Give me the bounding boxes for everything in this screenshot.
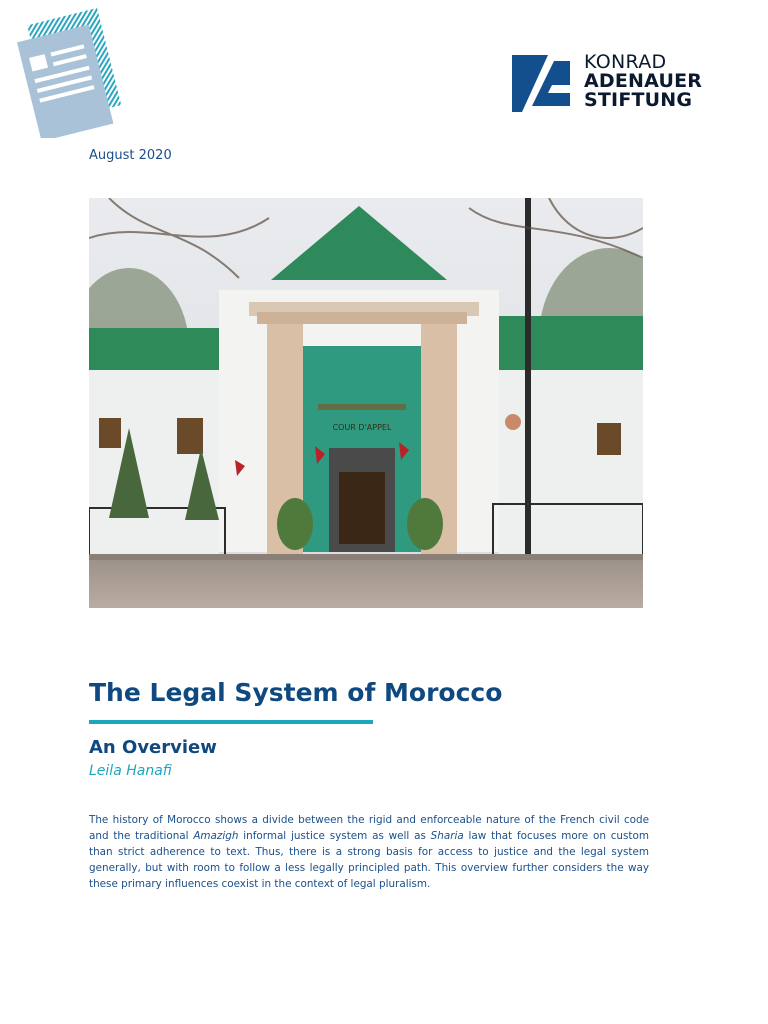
document-title: The Legal System of Morocco (89, 678, 503, 707)
abstract-emphasis-sharia: Sharia (430, 830, 464, 842)
document-icon (12, 8, 127, 138)
cover-photo (89, 198, 643, 608)
abstract-text-1: The history of Morocco shows a divide between the rigid and enforceable nature of the French civil code and the traditional (89, 814, 649, 842)
konrad-adenauer-stiftung-logo (512, 51, 712, 115)
logo-line-konrad: KONRAD (584, 51, 667, 73)
title-underline (89, 720, 373, 724)
document-subtitle: An Overview (89, 737, 217, 758)
logo-line-adenauer: ADENAUER (584, 70, 703, 92)
abstract-text-2: informal justice system as well as (238, 830, 431, 842)
logo-line-stiftung: STIFTUNG (584, 89, 693, 111)
court-inscription: COUR D'APPEL (332, 423, 392, 432)
author-name: Leila Hanafi (89, 763, 172, 779)
publication-date: August 2020 (89, 148, 172, 163)
kas-logo-mark (512, 55, 574, 112)
abstract-emphasis-amazigh: Amazigh (193, 830, 239, 842)
abstract-text-3: law that focuses more on custom than strict adherence to text. Thus, there is a strong basis for access to justice and the legal system generally, but with room to follow a less legally principled path. This overview further considers the way these primary influences coexist in the context of legal pluralism. (89, 830, 649, 890)
abstract-paragraph (89, 812, 649, 892)
